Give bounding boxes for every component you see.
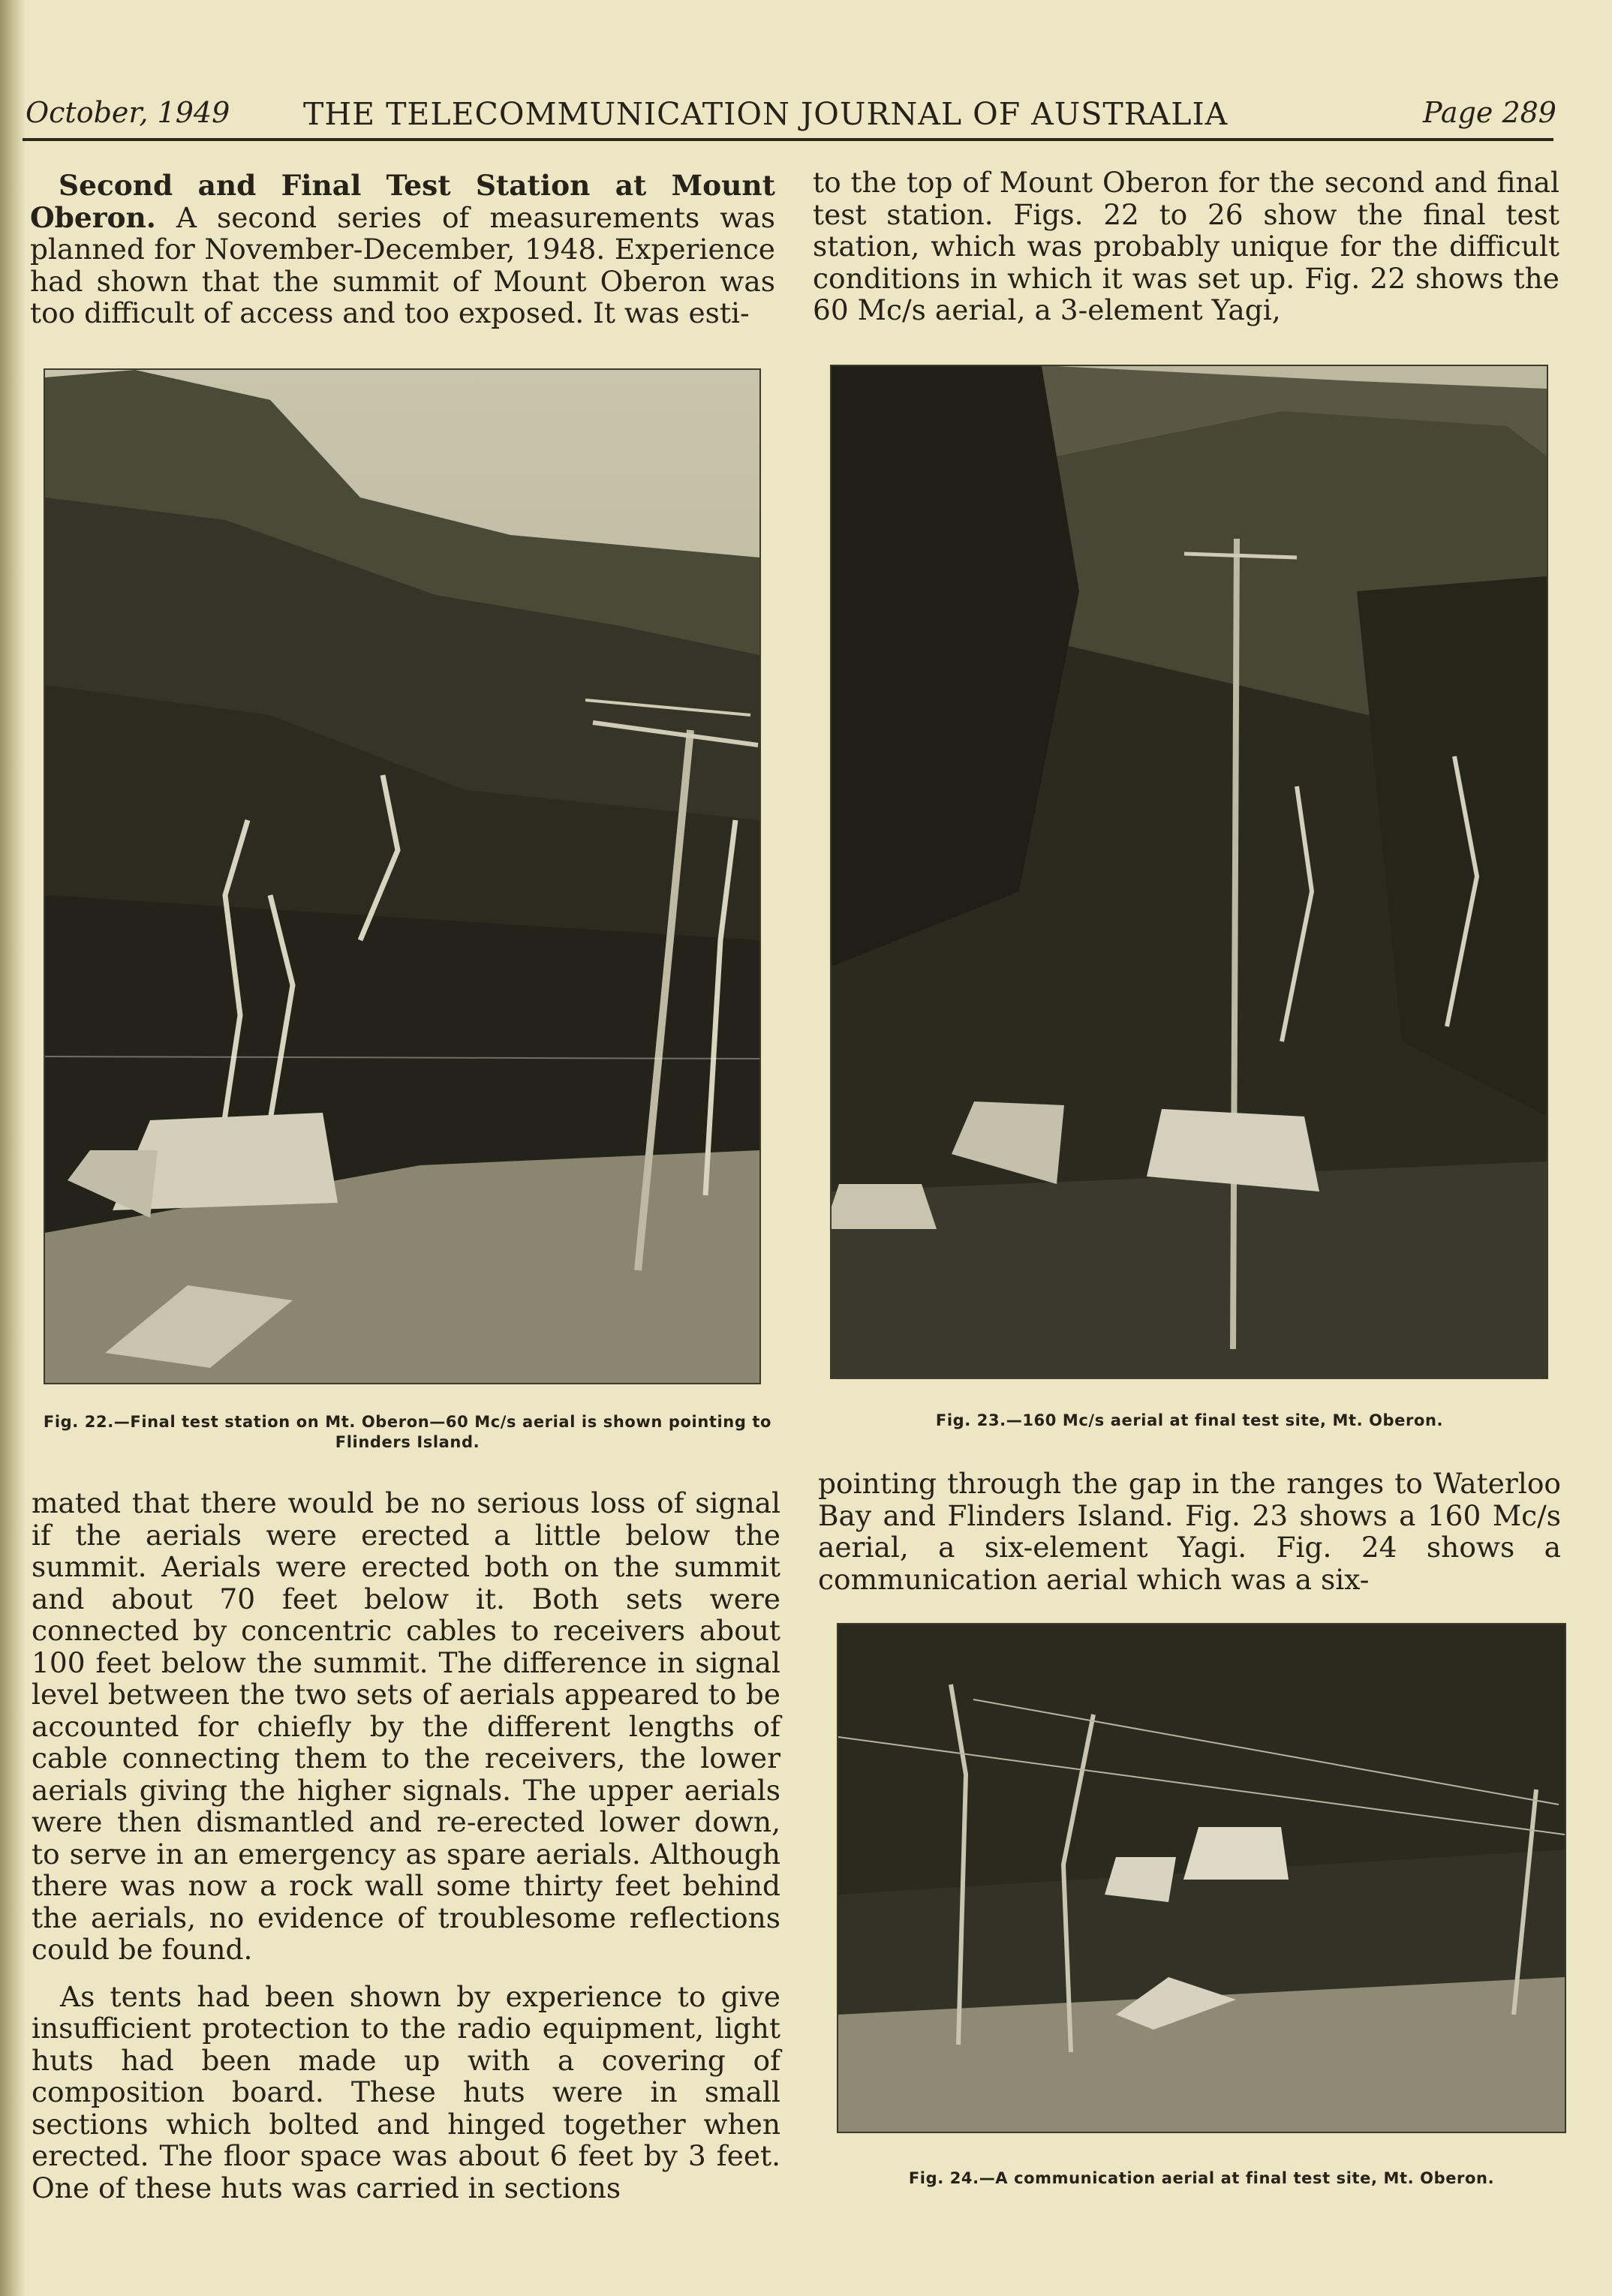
continued-text: to the top of Mount Oberon for the second and final test station. Figs. 22 to 26 show the final test station, which was probably unique for the difficult conditions in which it was set up. Fig. 22 shows the 60 Mc/s aerial, a 3-element Yagi, [813, 166, 1559, 326]
figure-22-caption: Fig. 22.—Final test station on Mt. Oberon—60 Mc/s aerial is shown pointing to Flinders Island. [43, 1413, 772, 1451]
column-left-top [30, 170, 775, 329]
issue-date: October, 1949 [26, 96, 230, 129]
running-header [26, 96, 1556, 138]
section-heading: Second and Final Test Station at Mount Oberon. [30, 169, 775, 234]
figure-23-photo [832, 366, 1547, 1378]
column-right-top [813, 167, 1559, 326]
figure-24-caption: Fig. 24.—A communication aerial at final test site, Mt. Oberon. [908, 2169, 1495, 2187]
page-number: Page 289 [1423, 96, 1556, 129]
figure-22-photo [45, 370, 759, 1383]
body-paragraph-2: As tents had been shown by experience to give insufficient protection to the radio equipment, light huts had been made up with a covering of composition board. These huts were in small sections which bolted and hinged together when erected. The floor space was about 6 feet by 3 feet. One of these huts was carried in sections [32, 1979, 780, 2204]
figure-24-photo [838, 1624, 1565, 2132]
section-intro-text: A second series of measurements was planned for November-December, 1948. Experience had shown that the summit of Mount Oberon was too difficult of access and too exposed. It was esti- [30, 200, 776, 329]
page-binding-edge [0, 0, 26, 2296]
journal-title: THE TELECOMMUNICATION JOURNAL OF AUSTRALIA [303, 96, 1229, 132]
continued-text-2: pointing through the gap in the ranges to Waterloo Bay and Flinders Island. Fig. 23 shows a 160 Mc/s aerial, a six-element Yagi. Fig. 24 shows a communication aerial which was a six- [818, 1467, 1561, 1596]
header-rule [23, 138, 1553, 141]
figure-23-caption: Fig. 23.—160 Mc/s aerial at final test site, Mt. Oberon. [935, 1411, 1444, 1429]
column-left-bottom [32, 1487, 780, 2204]
body-paragraph-1: mated that there would be no serious loss of signal if the aerials were erected a little below the summit. Aerials were erected both on the summit and about 70 feet below it. Both sets were connected by concentric cables to receivers about 100 feet below the summit. The difference in signal level between the two sets of aerials appeared to be accounted for chiefly by the different lengths of cable connecting them to the receivers, the lower aerials giving the higher signals. The upper aerials were then dismantled and re-erected lower down, to serve in an emergency as spare aerials. Although there was now a rock wall some thirty feet behind the aerials, no evidence of troublesome reflections could be found. [32, 1486, 780, 1966]
column-right-bottom [818, 1468, 1561, 1595]
